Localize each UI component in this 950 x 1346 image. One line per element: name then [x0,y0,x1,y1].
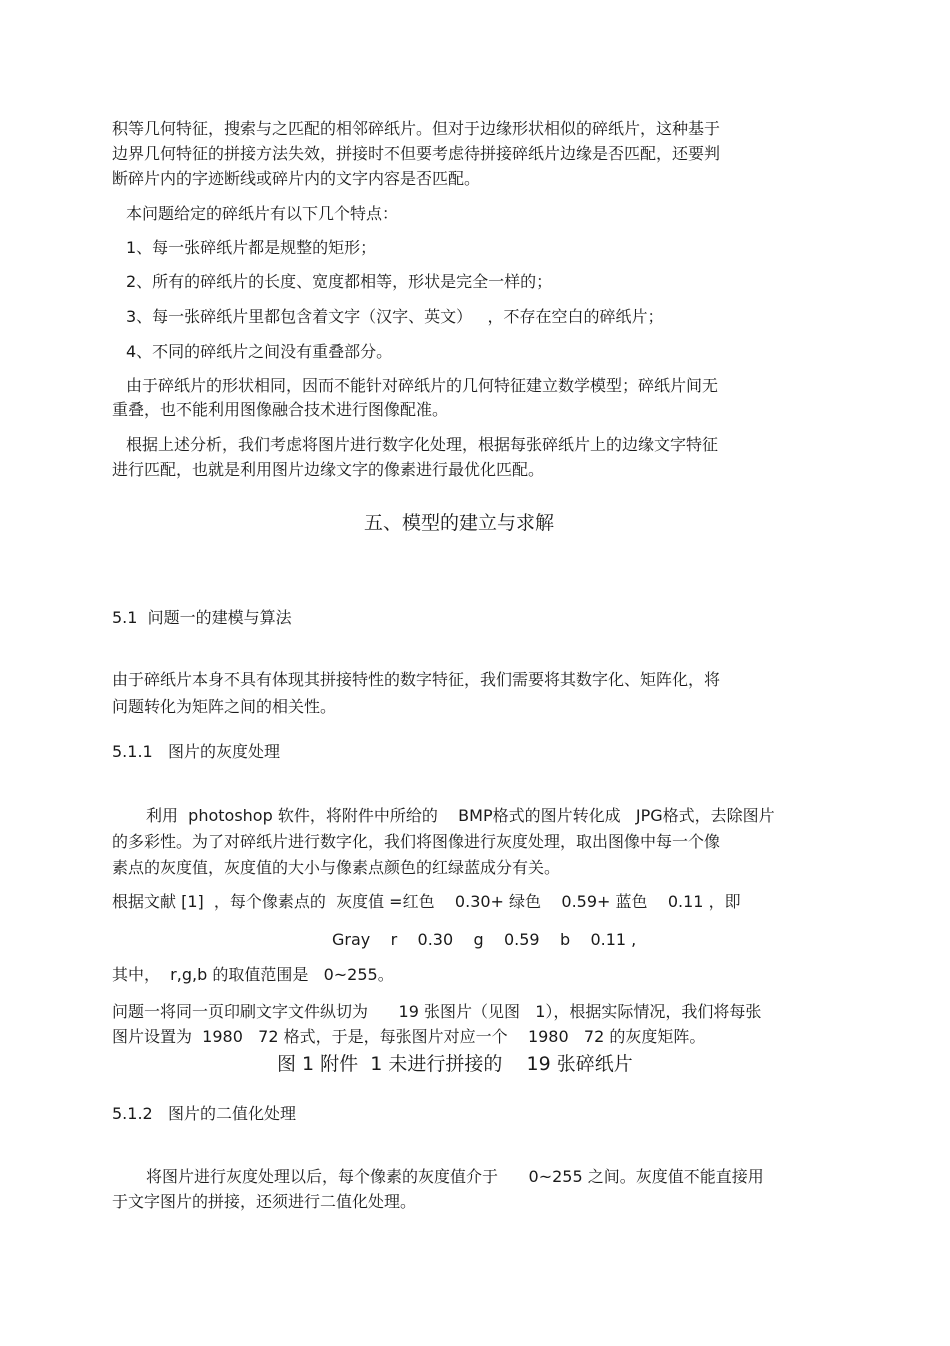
para2-line-2: 重叠，也不能利用图像融合技术进行图像配准。 [112,400,449,419]
para2-line-1: 由于碎纸片的形状相同，因而不能针对碎纸片的几何特征建立数学模型；碎纸片间无 [126,376,719,395]
figure-caption: 图 1 附件 1 未进行拼接的 19 张碎纸片 [277,1053,633,1075]
intro-line-2: 边界几何特征的拼接方法失效，拼接时不但要考虑待拼接碎纸片边缘是否匹配，还要判 [112,144,721,163]
s511-line-2: 的多彩性。为了对碎纸片进行数字化，我们将图像进行灰度处理，取出图像中每一个像 [112,832,721,851]
intro-line-1: 积等几何特征，搜索与之匹配的相邻碎纸片。但对于边缘形状相似的碎纸片，这种基于 [112,119,721,138]
subsection-5-1-title: 5.1 问题一的建模与算法 [112,608,292,627]
feature-item-2: 2、所有的碎纸片的长度、宽度都相等，形状是完全一样的； [126,272,553,291]
s511-line-1: 利用 photoshop 软件，将附件中所给的 BMP格式的图片转化成 JPG格式，去除图片 [146,806,775,825]
gray-formula: Gray r 0.30 g 0.59 b 0.11 , [332,930,637,949]
para3-line-2: 进行匹配，也就是利用图片边缘文字的像素进行最优化匹配。 [112,460,545,479]
reference-line: 根据文献 [1] ，每个像素点的 灰度值 =红色 0.30+ 绿色 0.59+ 蓝色 0.11 ，即 [112,892,741,911]
features-intro: 本问题给定的碎纸片有以下几个特点： [126,204,399,223]
range-line: 其中， r,g,b 的取值范围是 0~255。 [112,965,394,984]
s51-line-1: 由于碎纸片本身不具有体现其拼接特性的数字特征，我们需要将其数字化、矩阵化，将 [112,670,721,689]
section-title: 五、模型的建立与求解 [364,512,555,534]
s511-line-3: 素点的灰度值，灰度值的大小与像素点颜色的红绿蓝成分有关。 [112,858,561,877]
q1-line-1: 问题一将同一页印刷文字文件纵切为 19 张图片（见图 1），根据实际情况，我们将每张 [112,1002,762,1021]
q1-line-2: 图片设置为 1980 72 格式，于是，每张图片对应一个 1980 72 的灰度矩阵。 [112,1027,706,1046]
feature-item-4: 4、不同的碎纸片之间没有重叠部分。 [126,342,393,361]
s51-line-2: 问题转化为矩阵之间的相关性。 [112,697,337,716]
para3-line-1: 根据上述分析，我们考虑将图片进行数字化处理，根据每张碎纸片上的边缘文字特征 [126,435,719,454]
subsection-5-1-1-title: 5.1.1 图片的灰度处理 [112,742,280,761]
s512-line-1: 将图片进行灰度处理以后，每个像素的灰度值介于 0~255 之间。灰度值不能直接用 [146,1167,764,1186]
subsection-5-1-2-title: 5.1.2 图片的二值化处理 [112,1104,296,1123]
s512-line-2: 于文字图片的拼接，还须进行二值化处理。 [112,1192,417,1211]
intro-line-3: 断碎片内的字迹断线或碎片内的文字内容是否匹配。 [112,169,481,188]
feature-item-3: 3、每一张碎纸片里都包含着文字（汉字、英文） ，不存在空白的碎纸片； [126,307,664,326]
feature-item-1: 1、每一张碎纸片都是规整的矩形； [126,238,377,257]
